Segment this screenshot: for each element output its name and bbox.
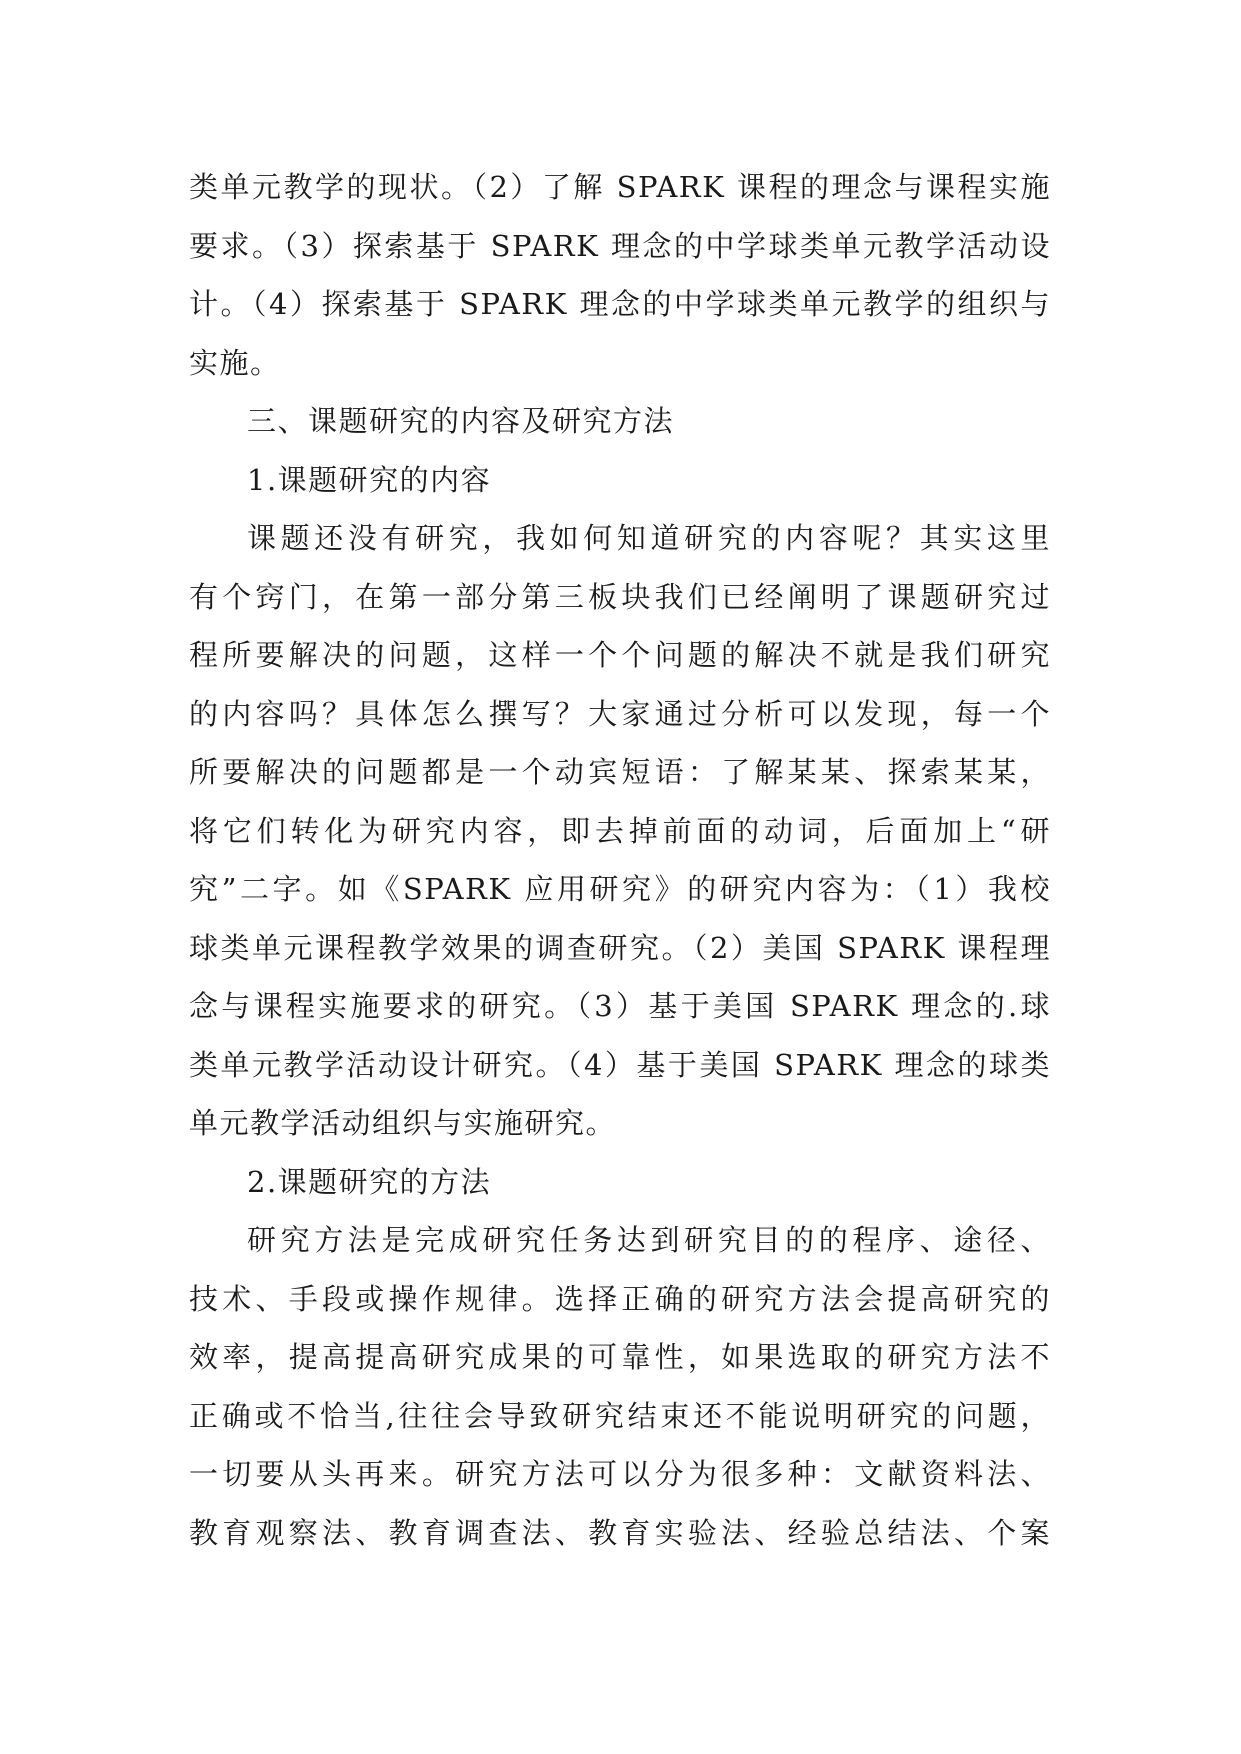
text-line: 的内容吗？具体怎么撰写？大家通过分析可以发现，每一个 (189, 696, 1051, 731)
text-line: 念与课程实施要求的研究。（3）基于美国 SPARK 理念的.球 (189, 989, 1051, 1023)
text-line: 究”二字。如《SPARK 应用研究》的研究内容为：（1）我校 (189, 872, 1051, 906)
text-line: 类单元教学活动设计研究。（4）基于美国 SPARK 理念的球类 (189, 1047, 1051, 1082)
subsection-heading: 1.课题研究的内容 (247, 462, 492, 497)
text-line: 效率，提高提高研究成果的可靠性，如果选取的研究方法不 (189, 1340, 1051, 1374)
text-line: 课题还没有研究，我如何知道研究的内容呢？其实这里 (247, 521, 1051, 555)
text-line: 研究方法是完成研究任务达到研究目的的程序、途径、 (247, 1223, 1051, 1257)
text-line: 类单元教学的现状。（2）了解 SPARK 课程的理念与课程实施 (189, 170, 1051, 204)
body-text (189, 158, 1051, 1562)
section-heading: 三、课题研究的内容及研究方法 (247, 404, 675, 438)
text-line: 技术、手段或操作规律。选择正确的研究方法会提高研究的 (189, 1281, 1051, 1316)
text-line: 有个窍门，在第一部分第三板块我们已经阐明了课题研究过 (189, 579, 1051, 614)
text-line: 单元教学活动组织与实施研究。 (189, 1106, 617, 1140)
text-line: 一切要从头再来。研究方法可以分为很多种：文献资料法、 (189, 1457, 1051, 1491)
text-line: 将它们转化为研究内容，即去掉前面的动词，后面加上“研 (189, 813, 1051, 848)
text-line: 教育观察法、教育调查法、教育实验法、经验总结法、个案 (189, 1515, 1051, 1550)
text-line: 实施。 (189, 345, 281, 380)
text-line: 球类单元课程教学效果的调查研究。（2）美国 SPARK 课程理 (189, 930, 1051, 965)
text-line: 正确或不恰当,往往会导致研究结束还不能说明研究的问题， (189, 1398, 1051, 1433)
text-line: 所要解决的问题都是一个动宾短语：了解某某、探索某某， (189, 755, 1051, 789)
text-line: 要求。（3）探索基于 SPARK 理念的中学球类单元教学活动设 (189, 228, 1051, 263)
text-line: 程所要解决的问题，这样一个个问题的解决不就是我们研究 (189, 638, 1051, 672)
text-line: 计。（4）探索基于 SPARK 理念的中学球类单元教学的组织与 (189, 287, 1051, 321)
subsection-heading: 2.课题研究的方法 (247, 1164, 492, 1199)
